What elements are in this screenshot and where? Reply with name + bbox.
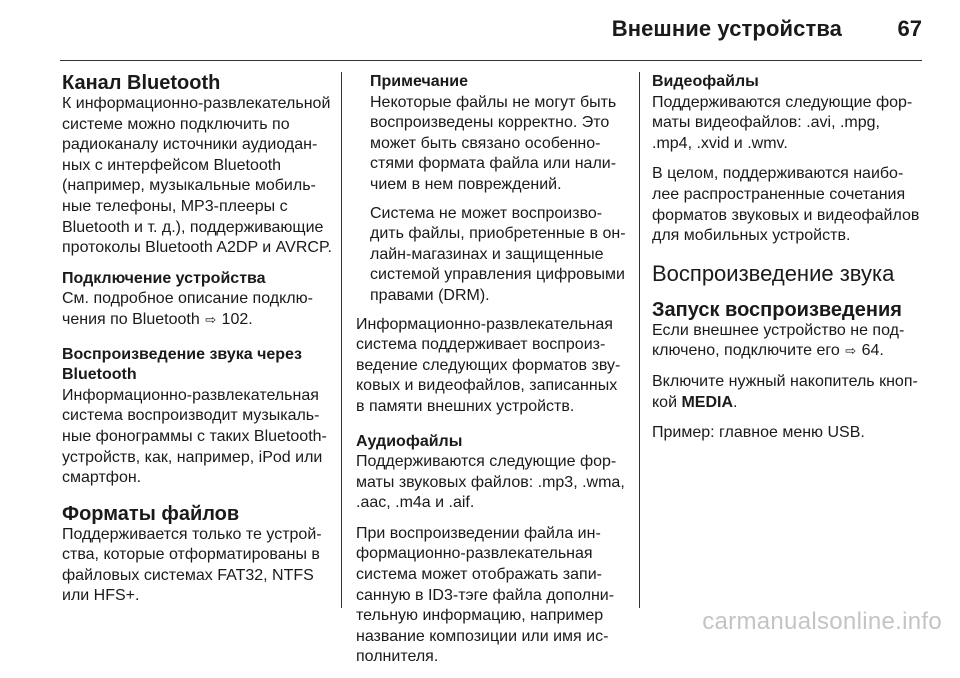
note-paragraph-2: Система не может воспроизводить файлы, приобретенные в онлайн-магазинах и защищенные системой управления цифровыми правами (DRM). (370, 204, 626, 304)
audio-files-heading: Аудиофайлы (356, 432, 463, 450)
bluetooth-play-text: Информационно-развлекательная система воспроизводит музыкальные фонограммы с таких Bluetooth-устройств, как, например, iPod или смартфон. (62, 386, 327, 487)
start-playback-body: Если внешнее устройство не подключено, подключите его (652, 321, 905, 360)
video-files-heading: Видеофайлы (652, 73, 759, 90)
page-ref-arrow-icon: ⇨ (845, 343, 857, 359)
video-note-text: В целом, поддерживаются наиболее распространенные сочетания форматов звуковых и видеофайлов для мобильных устройств. (652, 165, 920, 245)
drive-select-body: Включите нужный накопитель кнопкой (652, 372, 918, 411)
connect-text-body: См. подробное описание подключения по Bluetooth (62, 290, 313, 328)
note-paragraph-1: Некоторые файлы не могут быть воспроизведены корректно. Это может быть связано особенностями формата файла или наличием в нем повреждений. (370, 93, 617, 193)
page-header (0, 0, 960, 60)
formats-heading: Форматы файлов (62, 502, 240, 525)
column-1 (62, 72, 334, 617)
supported-formats-text: Информационно-развлекательная система поддерживает воспроизведение следующих форматов звуковых и видеофайлов, записанных в памяти внешних устройств. (356, 315, 621, 415)
page-number: 67 (897, 16, 922, 41)
bluetooth-play-heading: Воспроизведение звука через Bluetooth (62, 345, 302, 384)
video-files-text: Поддерживаются следующие форматы видеофайлов: .avi, .mpg, .mp4, .xvid и .wmv. (652, 93, 913, 152)
start-page-ref[interactable]: 64. (861, 342, 884, 360)
column-divider-2 (639, 72, 640, 608)
drive-select-text (652, 372, 924, 413)
bluetooth-heading: Канал Bluetooth (62, 72, 221, 94)
page-title: Внешние устройства (611, 16, 842, 41)
connect-text (62, 289, 334, 330)
watermark: carmanualsonline.info (702, 608, 942, 635)
example-text: Пример: главное меню USB. (652, 424, 865, 442)
column-divider-1 (341, 72, 342, 608)
sound-playback-heading: Воспроизведение звука (652, 260, 895, 286)
page-ref-arrow-icon: ⇨ (205, 311, 217, 327)
id3-text: При воспроизведении файла информационно-развлекательная система может отображать записанную в ID3-тэге файла дополнительную информацию, например название композиции или имя исполнителя. (356, 524, 615, 666)
column-3 (652, 72, 924, 454)
note-block (370, 72, 626, 307)
bluetooth-text: К информационно-развлекательной системе можно подключить по радиоканалу источники аудиоданных с интерфейсом Bluetooth (например, музыкальные мобильные телефоны, MP3-плееры с Bluetooth и т. д.), поддерживающие протоколы Bluetooth A2DP и AVRCP. (62, 95, 332, 257)
header-divider (60, 60, 922, 61)
connect-heading: Подключение устройства (62, 269, 266, 287)
formats-text: Поддерживается только те устройства, которые отформатированы в файловых системах FAT32, NTFS или HFS+. (62, 525, 322, 605)
column-2 (356, 72, 626, 678)
media-button-label: MEDIA (681, 393, 734, 411)
drive-select-end: . (733, 393, 738, 411)
audio-files-text: Поддерживаются следующие форматы звуковых файлов: .mp3, .wma, .aac, .m4a и .aif. (356, 453, 625, 512)
note-title: Примечание (370, 73, 469, 90)
start-playback-heading: Запуск воспроизведения (652, 298, 902, 321)
start-playback-text (652, 321, 924, 362)
connect-page-ref[interactable]: 102. (221, 310, 253, 328)
